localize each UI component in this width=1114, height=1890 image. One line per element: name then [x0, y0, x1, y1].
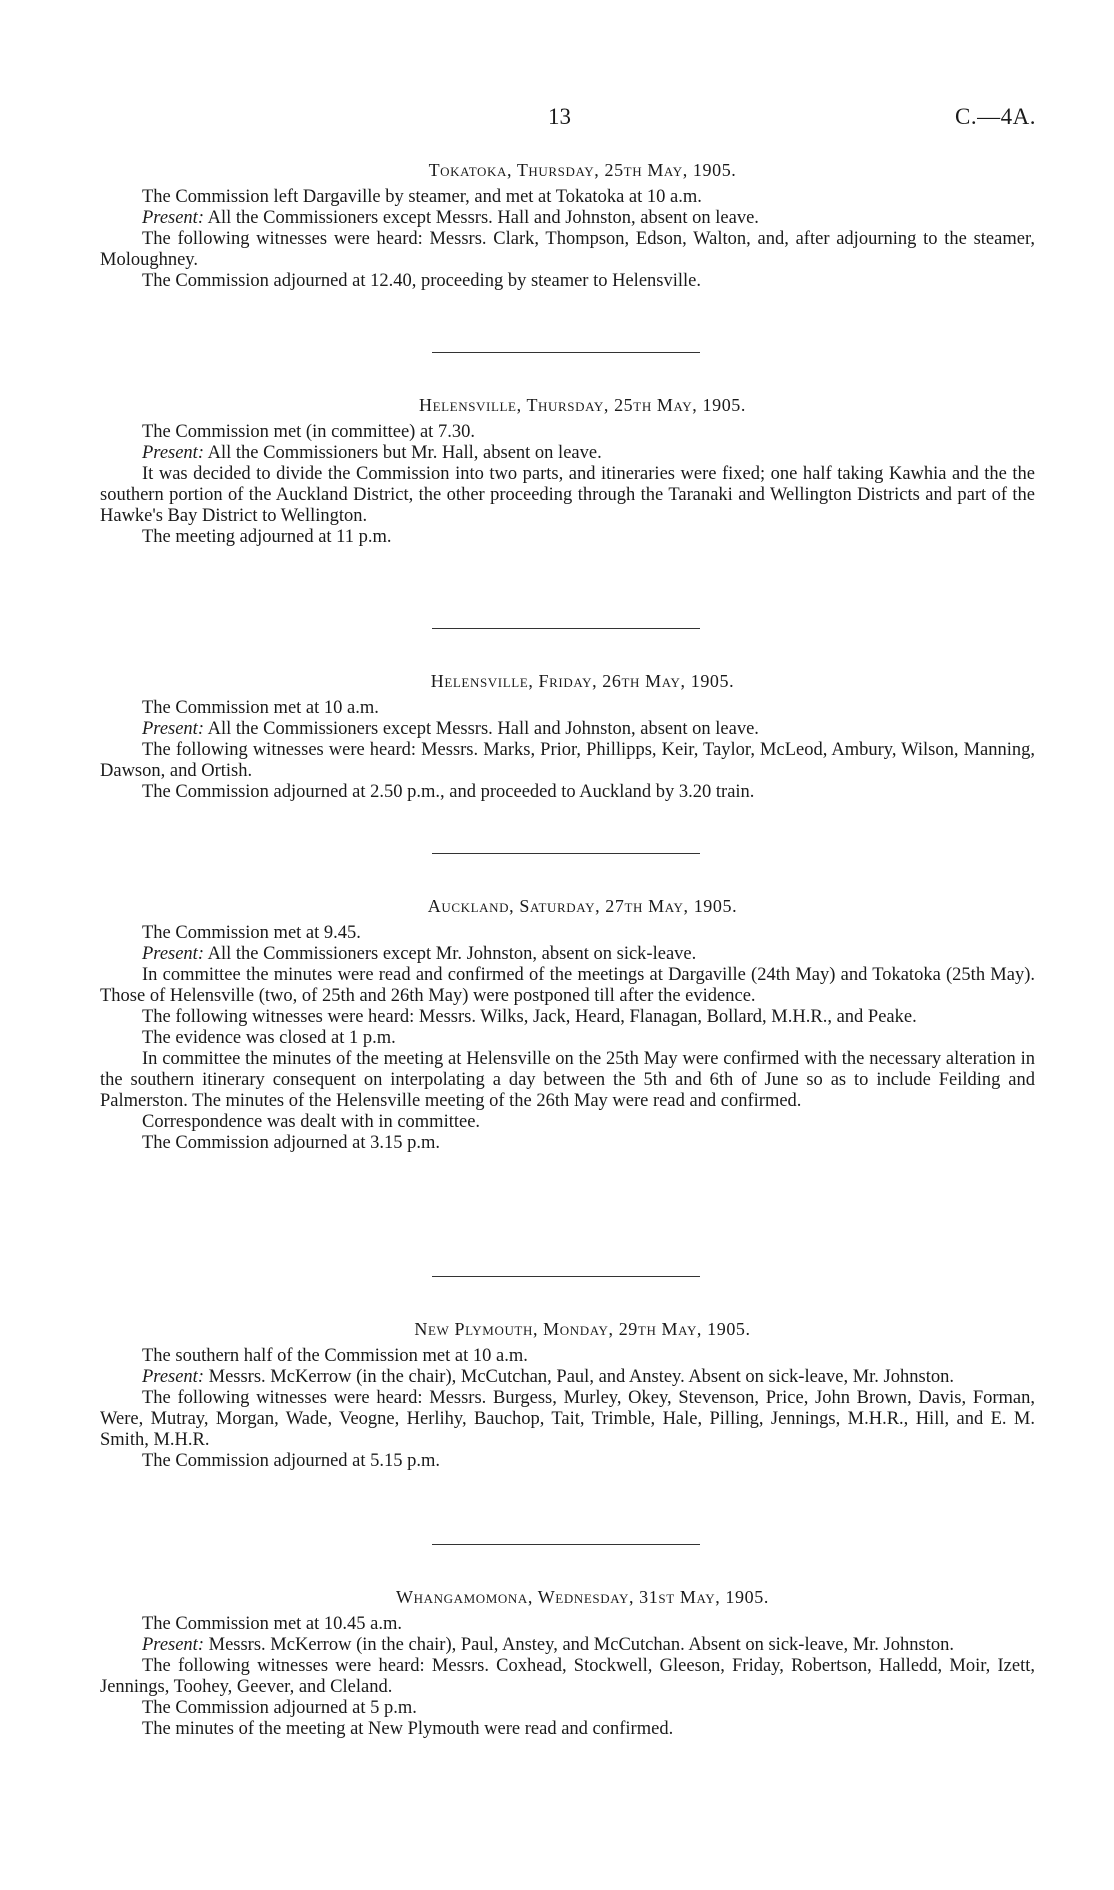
paragraph-text: All the Commissioners except Mr. Johnston, absent on sick-leave.: [207, 944, 697, 964]
section-title: Tokatoka, Thursday, 25th May, 1905.: [428, 160, 737, 180]
paragraph: It was decided to divide the Commission into two parts, and itineraries were fixed; one half taking Kawhia and the the southern portion of the Auckland District, the other proceeding through the Taranaki and Wellington Districts and part of the Hawke's Bay District to Wellington.: [100, 464, 1035, 526]
paragraph: The Commission adjourned at 5.15 p.m.: [142, 1451, 441, 1471]
section-title: New Plymouth, Monday, 29th May, 1905.: [414, 1319, 751, 1339]
section-auckland: [100, 896, 1035, 1154]
section-tokatoka: [100, 160, 1035, 292]
paragraph: The Commission met at 10.45 a.m.: [142, 1614, 403, 1634]
present-label: Present:: [142, 443, 204, 463]
present-label: Present:: [142, 1367, 204, 1387]
paragraph: The meeting adjourned at 11 p.m.: [142, 527, 392, 547]
paragraph: The Commission adjourned at 5 p.m.: [142, 1698, 417, 1718]
present-label: Present:: [142, 719, 204, 739]
section-whangamomona: [100, 1587, 1035, 1740]
page-header: [0, 104, 1114, 134]
paragraph-text: All the Commissioners but Mr. Hall, absent on leave.: [207, 443, 602, 463]
section-new-plymouth: [100, 1319, 1035, 1472]
paragraph-text: All the Commissioners except Messrs. Hall and Johnston, absent on leave.: [207, 208, 759, 228]
paragraph: The Commission met at 9.45.: [142, 923, 361, 943]
paragraph: The evidence was closed at 1 p.m.: [142, 1028, 396, 1048]
section-title: Helensville, Thursday, 25th May, 1905.: [418, 395, 746, 415]
present-label: Present:: [142, 944, 204, 964]
paragraph: The Commission adjourned at 2.50 p.m., and proceeded to Auckland by 3.20 train.: [142, 782, 755, 802]
paragraph-present: [100, 443, 1035, 464]
paragraph: The Commission met at 10 a.m.: [142, 698, 379, 718]
paragraph: In committee the minutes of the meeting at Helensville on the 25th May were confirmed with the necessary alteration in the southern itinerary consequent on interpolating a day between the 5th and 6th of June so as to include Feilding and Palmerston. The minutes of the Helensville meeting of the 26th May were read and confirmed.: [100, 1049, 1035, 1111]
paragraph: The following witnesses were heard: Messrs. Wilks, Jack, Heard, Flanagan, Bollard, M.H.R., and Peake.: [142, 1007, 917, 1027]
paragraph: The Commission left Dargaville by steamer, and met at Tokatoka at 10 a.m.: [142, 187, 702, 207]
present-label: Present:: [142, 208, 204, 228]
section-helensville-friday: [100, 671, 1035, 803]
paragraph: The following witnesses were heard: Messrs. Clark, Thompson, Edson, Walton, and, after adjourning to the steamer, Moloughney.: [100, 229, 1035, 270]
paragraph: The southern half of the Commission met at 10 a.m.: [142, 1346, 528, 1366]
paragraph: The following witnesses were heard: Messrs. Coxhead, Stockwell, Gleeson, Friday, Robertson, Halledd, Moir, Izett, Jennings, Toohey, Geever, and Cleland.: [100, 1656, 1035, 1697]
document-code: C.—4A.: [955, 104, 1036, 129]
section-title: Helensville, Friday, 26th May, 1905.: [430, 671, 735, 691]
paragraph-text: Messrs. McKerrow (in the chair), McCutchan, Paul, and Anstey. Absent on sick-leave, Mr. Johnston.: [208, 1367, 954, 1387]
paragraph-text: Messrs. McKerrow (in the chair), Paul, Anstey, and McCutchan. Absent on sick-leave, Mr. Johnston.: [208, 1635, 954, 1655]
paragraph: The Commission adjourned at 12.40, proceeding by steamer to Helensville.: [142, 271, 701, 291]
paragraph: Correspondence was dealt with in committee.: [142, 1112, 481, 1132]
section-divider: [432, 853, 700, 854]
paragraph-text: All the Commissioners except Messrs. Hall and Johnston, absent on leave.: [207, 719, 759, 739]
section-divider: [432, 1276, 700, 1277]
section-divider: [432, 1544, 700, 1545]
paragraph: The minutes of the meeting at New Plymouth were read and confirmed.: [142, 1719, 674, 1739]
section-divider: [432, 352, 700, 353]
paragraph-present: [100, 208, 1035, 229]
paragraph-present: [100, 1635, 1035, 1656]
section-divider: [432, 628, 700, 629]
present-label: Present:: [142, 1635, 204, 1655]
paragraph: The Commission adjourned at 3.15 p.m.: [142, 1133, 441, 1153]
paragraph: The following witnesses were heard: Messrs. Marks, Prior, Phillipps, Keir, Taylor, McLeod, Ambury, Wilson, Manning, Dawson, and Ortish.: [100, 740, 1035, 781]
paragraph-present: [100, 719, 1035, 740]
page-number: 13: [548, 104, 571, 129]
paragraph-present: [100, 944, 1035, 965]
paragraph-present: [100, 1367, 1035, 1388]
section-helensville-thursday: [100, 395, 1035, 548]
section-title: Whangamomona, Wednesday, 31st May, 1905.: [396, 1587, 769, 1607]
paragraph: The following witnesses were heard: Messrs. Burgess, Murley, Okey, Stevenson, Price, John Brown, Davis, Forman, Were, Mutray, Morgan, Wade, Veogne, Herlihy, Bauchop, Tait, Trimble, Hale, Pilling, Jennings, M.H.R., Hill, and E. M. Smith, M.H.R.: [100, 1388, 1035, 1450]
paragraph: In committee the minutes were read and confirmed of the meetings at Dargaville (24th May) and Tokatoka (25th May). Those of Helensville (two, of 25th and 26th May) were postponed till after the evidence.: [100, 965, 1035, 1006]
paragraph: The Commission met (in committee) at 7.30.: [142, 422, 475, 442]
section-title: Auckland, Saturday, 27th May, 1905.: [427, 896, 738, 916]
